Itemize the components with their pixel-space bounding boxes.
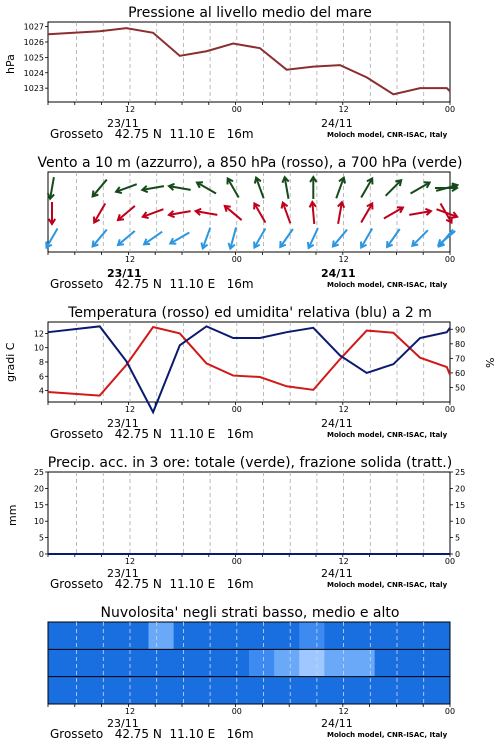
y-tick-label-right: 50 <box>455 383 466 393</box>
model-label: Moloch model, CNR-ISAC, Italy <box>327 431 448 439</box>
cloud-cell <box>199 677 225 704</box>
wind-arrow <box>225 206 242 220</box>
cloud-cell <box>400 622 426 649</box>
date-label: 24/11 <box>321 717 353 730</box>
cloud-cell <box>425 622 451 649</box>
wind-arrow <box>169 184 191 190</box>
x-tick-label: 12 <box>124 405 136 414</box>
wind-arrow <box>412 230 428 246</box>
cloud-cell <box>324 622 350 649</box>
wind-arrow-shaft <box>411 183 430 194</box>
cloud-cell <box>199 649 225 676</box>
date-label: 23/11 <box>107 267 142 280</box>
cloud-cell <box>174 649 200 676</box>
cloud-cell <box>425 677 451 704</box>
y-tick-label-right: 15 <box>455 500 466 510</box>
x-tick-label: 12 <box>124 557 136 566</box>
y-tick-label: 1027 <box>23 22 44 32</box>
wind-arrow <box>338 202 344 224</box>
cloud-cell <box>123 649 149 676</box>
y-tick-label: 0 <box>38 550 44 559</box>
y-tick-label: 1025 <box>23 53 44 63</box>
cloud-cell <box>149 649 175 676</box>
x-tick-label: 00 <box>231 707 242 716</box>
x-tick-label: 00 <box>231 105 242 114</box>
y-tick-label: 6 <box>38 372 44 382</box>
cloud-cell <box>98 649 124 676</box>
wind-arrow <box>255 178 264 199</box>
temperature-panel <box>0 300 500 450</box>
x-tick-label: 00 <box>444 405 456 414</box>
cloud-cell <box>274 622 300 649</box>
wind-arrow <box>116 184 137 193</box>
x-tick-label: 00 <box>231 405 242 414</box>
plot-frame <box>48 172 450 252</box>
humidity-line <box>48 326 450 412</box>
wind-arrow-shaft <box>118 206 135 220</box>
x-tick-label: 00 <box>444 557 456 566</box>
y-tick-label-right: 90 <box>455 325 466 335</box>
location-label: Grosseto 42.75 N 11.10 E 16m <box>50 127 254 141</box>
y-axis-label: hPa <box>4 54 17 74</box>
model-label: Moloch model, CNR-ISAC, Italy <box>327 131 448 139</box>
wind-arrow-shaft <box>412 230 428 246</box>
model-label: Moloch model, CNR-ISAC, Italy <box>327 731 448 739</box>
cloud-cell <box>123 677 149 704</box>
cloud-cell <box>425 649 451 676</box>
cloud-cell <box>98 622 124 649</box>
date-label: 24/11 <box>321 117 353 130</box>
wind-panel <box>0 150 500 300</box>
cloud-cell <box>149 677 175 704</box>
wind-arrow-shaft <box>386 180 402 196</box>
cloud-cell <box>375 649 401 676</box>
wind-arrow <box>282 203 291 224</box>
y-tick-label: 10 <box>33 517 44 527</box>
wind-arrow-shaft <box>361 203 372 222</box>
wind-arrow-shaft <box>280 229 293 247</box>
cloud-cell <box>123 622 149 649</box>
chart-title: Vento a 10 m (azzurro), a 850 hPa (rosso), a 700 hPa (verde) <box>37 155 463 171</box>
wind-arrow-shaft <box>333 230 347 247</box>
cloud-cell <box>400 649 426 676</box>
wind-arrow-shaft <box>387 229 400 247</box>
date-label: 23/11 <box>107 717 139 730</box>
wind-arrow <box>361 203 372 222</box>
precipitation-panel <box>0 450 500 600</box>
pressure-panel <box>0 0 500 150</box>
y-tick-label-right: 5 <box>455 533 461 543</box>
plot-frame <box>48 22 450 102</box>
cloud-cell <box>48 622 74 649</box>
cloud-cell <box>149 622 175 649</box>
x-tick-label: 12 <box>338 405 349 414</box>
x-tick-label: 12 <box>124 255 136 264</box>
y-tick-label-right: 60 <box>455 368 466 378</box>
cloud-cell <box>174 622 200 649</box>
wind-arrow <box>94 203 105 222</box>
date-label: 24/11 <box>321 417 353 430</box>
wind-arrow <box>170 233 189 244</box>
y-tick-label: 12 <box>33 329 44 339</box>
pressure-line <box>48 28 450 94</box>
wind-arrow <box>143 209 164 218</box>
wind-arrow-shaft <box>225 206 242 220</box>
y-tick-label: 1026 <box>23 38 44 47</box>
y-tick-label-right: 25 <box>455 468 466 477</box>
wind-arrow-shaft <box>118 231 135 245</box>
plot-frame <box>48 472 450 554</box>
model-label: Moloch model, CNR-ISAC, Italy <box>327 281 448 289</box>
x-tick-label: 12 <box>338 707 349 716</box>
wind-arrow-shaft <box>170 233 189 244</box>
cloud-cell <box>299 677 325 704</box>
y-tick-label: 4 <box>38 386 44 396</box>
y-tick-label: 8 <box>38 358 44 367</box>
y-axis-label-right: % <box>484 357 497 368</box>
cloud-cell <box>274 649 300 676</box>
wind-arrow <box>308 228 318 248</box>
wind-arrow-shaft <box>197 183 216 194</box>
y-tick-label: 5 <box>38 533 44 543</box>
y-tick-label: 1024 <box>23 68 44 78</box>
cloud-cell <box>350 677 376 704</box>
wind-arrow <box>93 230 107 247</box>
y-tick-label: 25 <box>33 468 44 477</box>
wind-arrow-shaft <box>94 203 105 222</box>
cloud-cell <box>375 677 401 704</box>
cloud-cell <box>350 649 376 676</box>
y-axis-label: mm <box>6 504 19 526</box>
wind-arrow-shaft <box>93 230 107 247</box>
wind-arrow <box>118 206 135 220</box>
location-label: Grosseto 42.75 N 11.10 E 16m <box>50 277 254 291</box>
plot-frame <box>48 322 450 402</box>
location-label: Grosseto 42.75 N 11.10 E 16m <box>50 727 254 741</box>
cloud-cell <box>299 622 325 649</box>
wind-arrow <box>361 178 372 197</box>
y-tick-label: 20 <box>33 484 44 494</box>
date-label: 23/11 <box>107 117 139 130</box>
x-tick-label: 00 <box>231 557 242 566</box>
wind-arrow <box>386 180 402 196</box>
cloud-cell <box>48 649 74 676</box>
chart-title: Precip. acc. in 3 ore: totale (verde), frazione solida (tratt.) <box>47 455 453 471</box>
cloud-cell <box>375 622 401 649</box>
date-label: 24/11 <box>321 267 356 280</box>
cloud-cell <box>274 677 300 704</box>
y-tick-label-right: 20 <box>455 484 466 494</box>
x-tick-label: 00 <box>444 707 456 716</box>
y-tick-label-right: 10 <box>455 517 466 527</box>
date-label: 23/11 <box>107 417 139 430</box>
wind-arrow-shaft <box>439 230 453 247</box>
wind-arrow <box>229 227 236 248</box>
wind-arrow <box>201 228 210 249</box>
x-tick-label: 00 <box>444 255 456 264</box>
wind-arrow <box>310 202 316 224</box>
cloud-panel <box>0 600 500 750</box>
wind-arrow <box>142 186 164 192</box>
wind-arrow <box>282 177 288 199</box>
x-tick-label: 12 <box>124 707 136 716</box>
x-tick-label: 00 <box>231 255 242 264</box>
cloud-cell <box>48 677 74 704</box>
wind-arrow <box>169 211 191 217</box>
cloud-cell <box>324 677 350 704</box>
y-tick-label-right: 0 <box>455 550 461 559</box>
y-axis-label: gradi C <box>4 342 17 382</box>
x-tick-label: 12 <box>338 557 349 566</box>
cloud-cell <box>350 622 376 649</box>
date-label: 23/11 <box>107 567 139 580</box>
wind-arrow-shaft <box>254 203 265 222</box>
wind-arrow <box>118 231 135 245</box>
x-tick-label: 12 <box>124 105 136 114</box>
chart-title: Nuvolosita' negli strati basso, medio e alto <box>100 605 400 621</box>
y-tick-label: 15 <box>33 500 44 510</box>
wind-arrow <box>439 230 453 247</box>
wind-arrow <box>411 182 430 193</box>
y-tick-label: 1023 <box>23 84 44 94</box>
location-label: Grosseto 42.75 N 11.10 E 16m <box>50 427 254 441</box>
wind-arrow-shaft <box>93 180 107 197</box>
cloud-cell <box>249 622 275 649</box>
location-label: Grosseto 42.75 N 11.10 E 16m <box>50 577 254 591</box>
date-label: 24/11 <box>321 567 353 580</box>
wind-arrow <box>333 230 347 247</box>
cloud-cell <box>249 677 275 704</box>
y-tick-label-right: 80 <box>455 339 466 349</box>
wind-arrow <box>48 177 54 199</box>
cloud-cell <box>249 649 275 676</box>
cloud-cell <box>98 677 124 704</box>
wind-arrow-shaft <box>384 208 403 219</box>
cloud-cell <box>299 649 325 676</box>
wind-arrow <box>254 203 265 222</box>
cloud-cell <box>400 677 426 704</box>
wind-arrow <box>409 209 431 215</box>
wind-arrow <box>384 207 403 218</box>
model-label: Moloch model, CNR-ISAC, Italy <box>327 581 448 589</box>
wind-arrow <box>93 180 107 197</box>
chart-title: Pressione al livello medio del mare <box>128 5 372 21</box>
x-tick-label: 12 <box>338 105 349 114</box>
x-tick-label: 00 <box>444 105 456 114</box>
cloud-cell <box>199 622 225 649</box>
wind-arrow <box>197 182 216 193</box>
wind-arrow <box>280 229 293 247</box>
wind-arrow-shaft <box>144 232 162 245</box>
y-tick-label-right: 70 <box>455 354 466 364</box>
wind-arrow <box>387 229 400 247</box>
chart-title: Temperatura (rosso) ed umidita' relativa (blu) a 2 m <box>68 305 432 321</box>
wind-arrow <box>49 202 55 224</box>
wind-arrow <box>196 209 218 215</box>
wind-arrow <box>144 232 162 245</box>
wind-arrow <box>310 177 316 199</box>
y-tick-label: 10 <box>33 343 44 353</box>
cloud-cell <box>174 677 200 704</box>
cloud-cell <box>324 649 350 676</box>
x-tick-label: 12 <box>338 255 349 264</box>
